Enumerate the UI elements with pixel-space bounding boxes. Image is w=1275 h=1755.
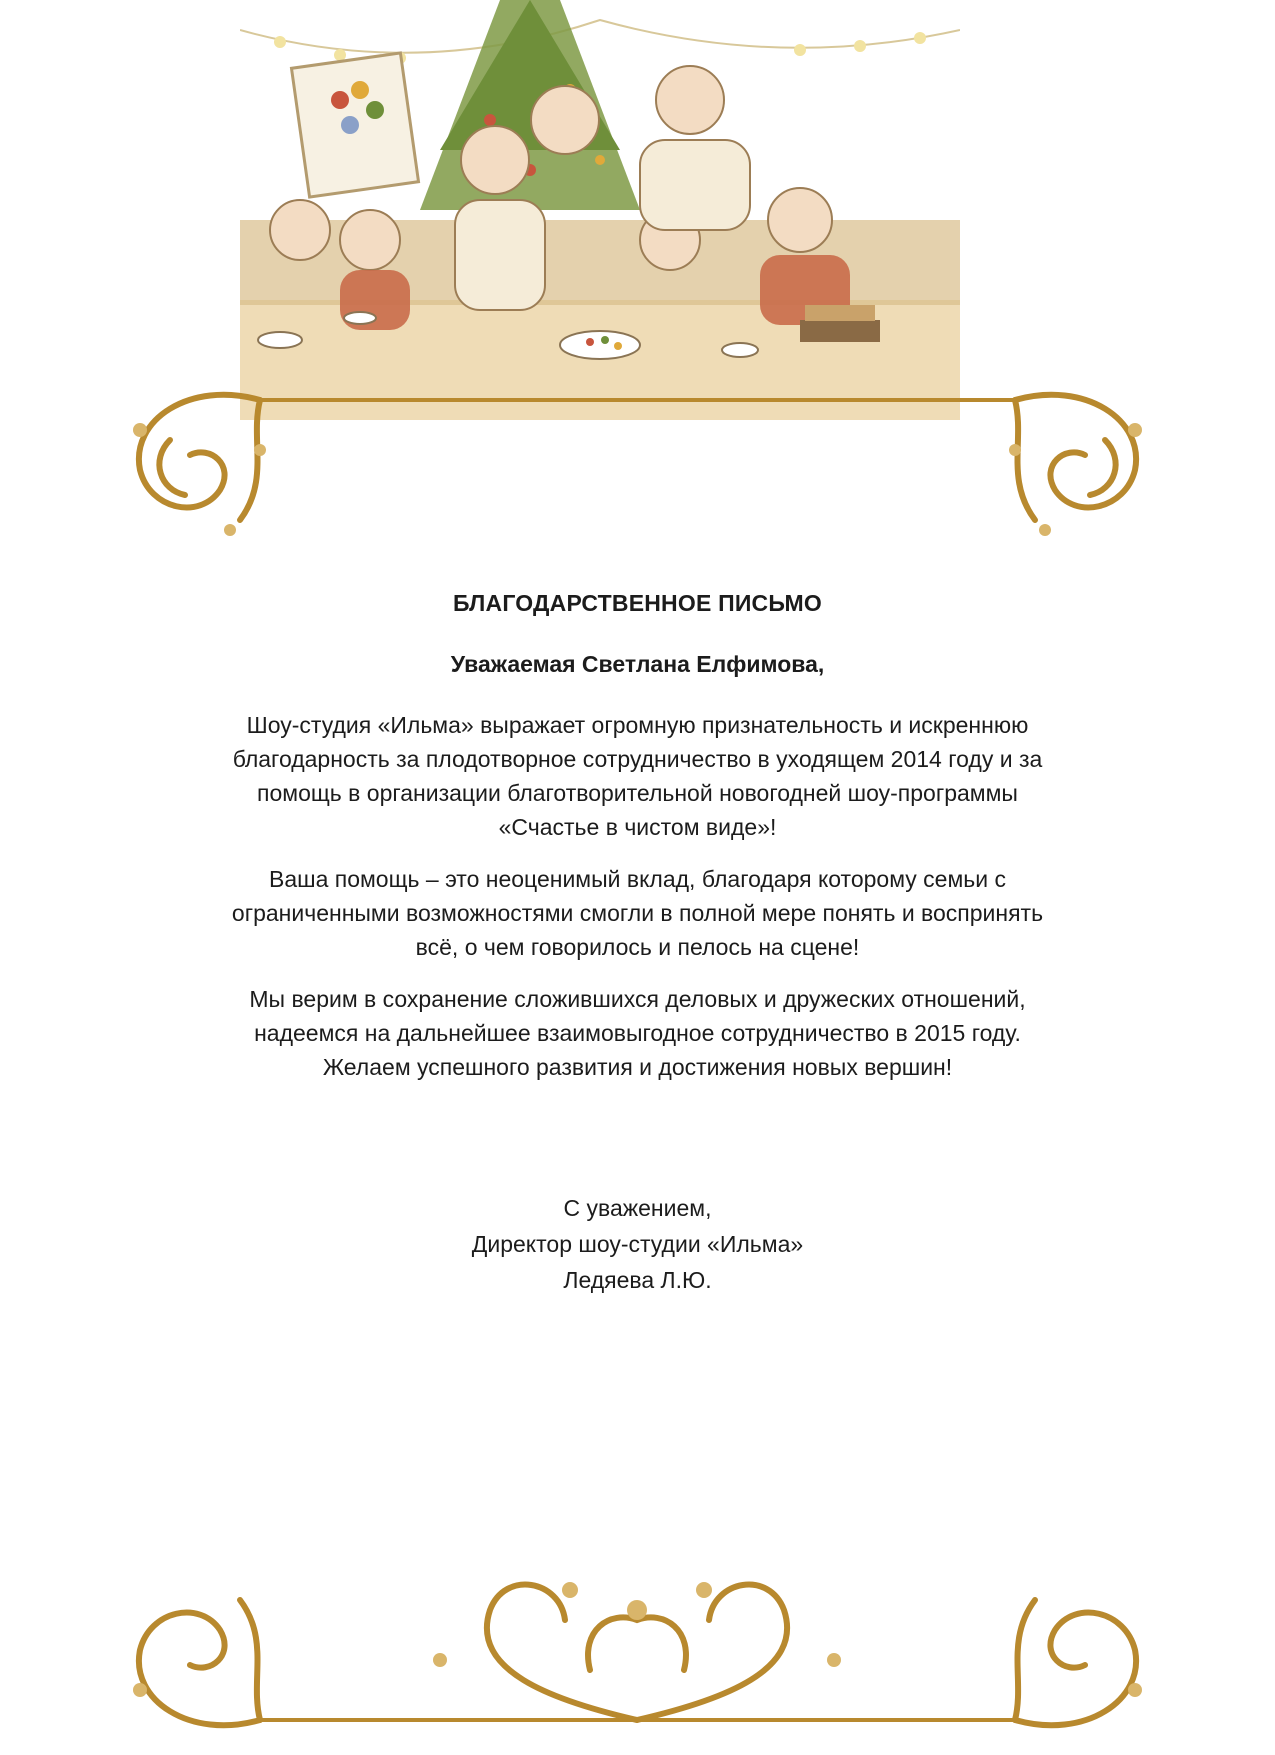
- paragraph-line: Мы верим в сохранение сложившихся деловых и дружеских отношений,: [249, 986, 1026, 1012]
- top-ornament-frame: [110, 380, 1165, 540]
- letter-salutation: Уважаемая Светлана Елфимова,: [450, 651, 825, 677]
- family-christmas-table-illustration: [240, 0, 960, 420]
- letter-paragraph-3: [130, 982, 1145, 1084]
- letter-closing: [130, 1190, 1145, 1298]
- paragraph-line: Желаем успешного развития и достижения новых вершин!: [322, 1054, 953, 1080]
- paragraph-line: благодарность за плодотворное сотрудничество в уходящем 2014 году и за: [232, 746, 1043, 772]
- letter-paragraph-1: [130, 708, 1145, 844]
- letter-title: БЛАГОДАРСТВЕННОЕ ПИСЬМО: [453, 590, 822, 616]
- bottom-ornament-frame: [110, 1550, 1165, 1740]
- paragraph-line: помощь в организации благотворительной новогодней шоу-программы: [257, 780, 1018, 806]
- paragraph-line: Шоу-студия «Ильма» выражает огромную признательность и искреннюю: [246, 712, 1029, 738]
- illustration-icon: [240, 0, 960, 420]
- closing-regards: С уважением,: [563, 1195, 712, 1221]
- paragraph-line: ограниченными возможностями смогли в полной мере понять и воспринять: [231, 900, 1044, 926]
- paragraph-line: надеемся на дальнейшее взаимовыгодное сотрудничество в 2015 году.: [254, 1020, 1021, 1046]
- paragraph-line: Ваша помощь – это неоценимый вклад, благодаря которому семьи с: [268, 866, 1006, 892]
- letter-body: [130, 590, 1145, 1102]
- letter-paragraph-2: [130, 862, 1145, 964]
- gold-scroll-ornament-icon: [110, 380, 1165, 540]
- paragraph-line: всё, о чем говорилось и пелось на сцене!: [415, 934, 860, 960]
- gold-floral-ornament-icon: [110, 1550, 1165, 1740]
- closing-signature-name: Ледяева Л.Ю.: [563, 1267, 712, 1293]
- closing-position: Директор шоу-студии «Ильма»: [471, 1231, 804, 1257]
- paragraph-line: «Счастье в чистом виде»!: [498, 814, 777, 840]
